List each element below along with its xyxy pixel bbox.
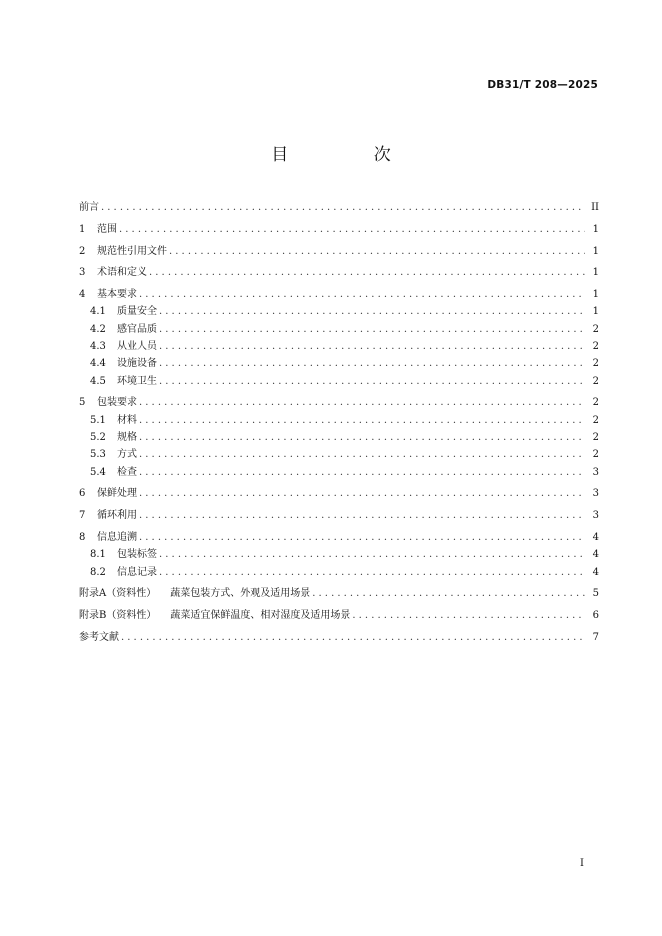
toc-entry-label: 术语和定义 [97,267,147,279]
toc-entry-label: 保鲜处理 [97,488,137,500]
toc-entry-page: 3 [592,466,599,478]
toc-entry-label: 前言 [79,202,99,213]
toc-dot-leader [139,429,585,446]
toc-entry[interactable] [79,338,599,355]
toc-entry-number: 4.3 [90,341,106,353]
toc-dot-leader [119,221,585,238]
toc-entry[interactable] [79,286,599,303]
toc-entry-page: 2 [592,449,599,461]
toc-entry-number: 5.1 [90,414,106,426]
toc-entry-number: 8.2 [90,566,106,578]
toc-dot-leader [101,199,585,216]
toc-entry-page: 2 [592,432,599,444]
toc-entry-label: 质量安全 [117,306,157,318]
toc-dot-leader [159,546,585,563]
toc-entry-number: 6 [79,488,86,500]
table-of-contents [79,199,599,646]
toc-entry[interactable] [79,373,599,390]
toc-entry-number: 5 [79,397,86,409]
toc-entry[interactable] [79,585,599,602]
toc-entry-number: 3 [79,267,86,279]
toc-entry-page: 7 [592,632,599,644]
toc-entry[interactable] [79,546,599,563]
toc-entry-number: 附录A（资料性） [79,588,157,600]
toc-entry-number: 4.5 [90,375,106,387]
toc-entry[interactable] [79,264,599,281]
toc-entry-number: 2 [79,245,86,257]
toc-entry-number: 附录B（资料性） [79,610,157,622]
toc-entry[interactable] [79,564,599,581]
toc-dot-leader [139,485,585,502]
toc-entry[interactable] [79,394,599,411]
toc-entry[interactable] [79,243,599,260]
toc-entry[interactable] [79,429,599,446]
toc-dot-leader [159,338,585,355]
toc-entry-label: 方式 [117,449,137,461]
toc-entry-label: 信息追溯 [97,532,137,544]
toc-entry-page: II [591,202,599,213]
toc-dot-leader [139,412,585,429]
toc-entry-label: 参考文献 [79,632,119,644]
toc-entry-label: 规格 [117,432,137,444]
toc-entry[interactable] [79,629,599,646]
toc-entry-page: 2 [592,397,599,409]
toc-entry-label: 环境卫生 [117,375,157,387]
toc-entry-label: 包装要求 [97,397,137,409]
toc-dot-leader [312,585,585,602]
toc-entry[interactable] [79,507,599,524]
toc-dot-leader [159,355,585,372]
toc-entry-page: 3 [592,488,599,500]
toc-entry-number: 7 [79,510,86,522]
toc-dot-leader [159,303,585,320]
toc-entry[interactable] [79,446,599,463]
toc-entry-label: 循环利用 [97,510,137,522]
toc-title: 目 次 [271,145,431,165]
toc-entry-number: 5.3 [90,449,106,461]
toc-entry-number: 4.1 [90,306,106,318]
toc-dot-leader [121,629,585,646]
toc-entry-page: 2 [592,358,599,370]
toc-entry-label: 检查 [117,466,137,478]
toc-dot-leader [159,321,585,338]
toc-entry-page: 2 [592,414,599,426]
toc-entry[interactable] [79,321,599,338]
toc-entry-label: 从业人员 [117,341,157,353]
toc-entry-label: 信息记录 [117,566,157,578]
toc-dot-leader [139,286,585,303]
toc-entry-page: 1 [592,245,599,257]
toc-entry-page: 1 [592,223,599,235]
toc-entry-label: 材料 [117,414,137,426]
toc-entry[interactable] [79,221,599,238]
toc-dot-leader [139,446,585,463]
toc-entry-page: 4 [592,549,599,561]
toc-dot-leader [149,264,585,281]
toc-entry-number: 4.4 [90,358,106,370]
toc-dot-leader [139,394,585,411]
toc-entry-label: 基本要求 [97,289,137,301]
toc-entry-page: 2 [592,341,599,353]
toc-dot-leader [139,529,585,546]
toc-entry-label: 规范性引用文件 [97,245,167,257]
toc-entry-label: 包装标签 [117,549,157,561]
toc-entry-number: 5.4 [90,466,106,478]
toc-dot-leader [352,607,585,624]
document-code: DB31/T 208—2025 [487,79,598,91]
toc-entry-number: 4.2 [90,323,106,335]
toc-entry[interactable] [79,529,599,546]
page-number: I [580,858,584,869]
toc-entry-page: 1 [592,289,599,301]
toc-dot-leader [169,243,585,260]
toc-entry-page: 5 [592,588,599,600]
toc-entry-page: 1 [592,267,599,279]
toc-entry-label: 蔬菜包装方式、外观及适用场景 [170,588,311,600]
toc-entry[interactable] [79,412,599,429]
toc-entry[interactable] [79,485,599,502]
toc-entry-label: 设施设备 [117,358,157,370]
toc-entry-number: 1 [79,223,86,235]
toc-dot-leader [139,464,585,481]
toc-entry-number: 8 [79,532,86,544]
toc-entry-page: 1 [592,306,599,318]
toc-entry-label: 蔬菜适宜保鲜温度、相对湿度及适用场景 [170,610,351,622]
toc-entry-number: 5.2 [90,432,106,444]
toc-entry[interactable] [79,464,599,481]
toc-entry-label: 感官品质 [117,323,157,335]
toc-entry-page: 2 [592,323,599,335]
toc-entry-page: 4 [592,532,599,544]
toc-dot-leader [139,507,585,524]
toc-entry-page: 3 [592,510,599,522]
toc-entry-number: 4 [79,289,86,301]
toc-entry-label: 范围 [97,223,117,235]
toc-entry-page: 2 [592,375,599,387]
toc-dot-leader [159,373,585,390]
toc-entry-page: 6 [592,610,599,622]
toc-entry[interactable] [79,607,599,624]
toc-entry[interactable] [79,303,599,320]
toc-entry-page: 4 [592,566,599,578]
toc-entry-number: 8.1 [90,549,106,561]
toc-dot-leader [159,564,585,581]
toc-entry[interactable] [79,199,599,216]
toc-entry[interactable] [79,355,599,372]
